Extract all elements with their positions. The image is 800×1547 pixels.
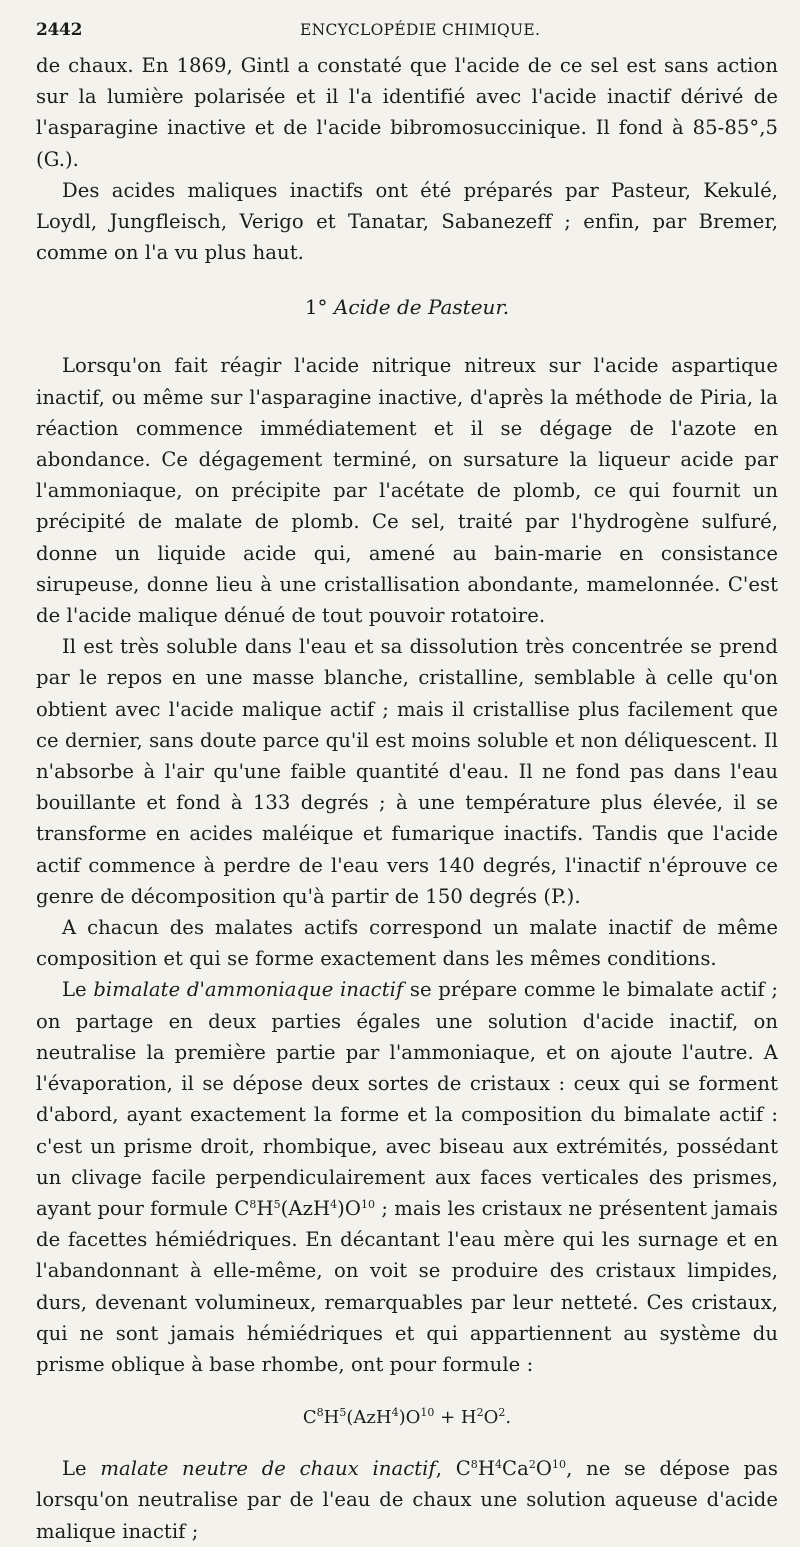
section-title [36,292,778,323]
paragraph-1: de chaux. En 1869, Gintl a constaté que l'acide de ce sel est sans action sur la lumière polarisée et il l'a identifié avec l'acide inactif dérivé de l'asparagine inactive et de l'acide bibromosuccinique. Il fond à 85-85°,5 (G.). [36,54,778,171]
p7-start: Le [62,1457,87,1481]
p6-sup-1: 8 [249,1197,257,1211]
p6-sup-3: 4 [330,1197,338,1211]
chemical-formula [36,1402,778,1433]
p6-sup-2: 5 [273,1197,281,1211]
section-number: 1° [304,295,328,320]
p6-start: Le [62,978,87,1002]
p6-f6: )O [337,1196,361,1220]
p7-sup-2: 4 [494,1458,503,1472]
paragraph-3: Lorsqu'on fait réagir l'acide nitrique nitreux sur l'acide aspartique inactif, ou même sur l'asparagine inactive, d'après la méthode de Piria, la réaction commence immédiatement et il se dégage de l'azote en abondance. Ce dégagement terminé, on sursature la liqueur acide par l'ammoniaque, on précipite par l'acétate de plomb, ce qui fournit un précipité de malate de plomb. Ce sel, traité par l'hydrogène sulfuré, donne un liquide acide qui, amené au bain-marie en consistance sirupeuse, donne lieu à une cristallisation abondante, mamelonnée. C'est de l'acide malique dénué de tout pouvoir rotatoire. [36,354,778,628]
p7-f6: O [535,1457,552,1481]
formula-c-sup: 8 [316,1406,324,1420]
formula-h2-sup: 2 [476,1406,484,1420]
formula-h-sup: 5 [339,1406,347,1420]
p7-sup-4: 10 [552,1458,567,1472]
p7-f0: , C [435,1457,471,1481]
formula-o: )O [398,1407,421,1429]
paragraph-7 [36,1453,778,1547]
p6-f4: (AzH [280,1196,331,1220]
p7-sup-1: 8 [470,1458,478,1472]
formula-end: . [505,1407,512,1429]
p7-sup-3: 2 [528,1458,536,1472]
formula-azh: (AzH [346,1407,392,1429]
formula-c: C [302,1407,317,1429]
running-head: ENCYCLOPÉDIE CHIMIQUE. [300,21,541,39]
p7-text-b: , ne se dépose pas lorsqu'on neutralise par de l'eau de chaux une solution aqueuse d'acide malique inactif ; [36,1457,778,1543]
paragraph-6 [36,974,778,1380]
section-title-text: Acide de Pasteur. [333,295,510,320]
paragraph-2: Des acides maliques inactifs ont été préparés par Pasteur, Kekulé, Loydl, Jungfleisch, Verigo et Tanatar, Sabanezeff ; enfin, par Bremer, comme on l'a vu plus haut. [36,178,778,265]
paragraph-4: Il est très soluble dans l'eau et sa dissolution très concentrée se prend par le repos en une masse blanche, cristalline, semblable à celle qu'on obtient avec l'acide malique actif ; mais il cristallise plus facilement que ce dernier, sans doute parce qu'il est moins soluble et non déliquescent. Il n'absorbe à l'air qu'une faible quantité d'eau. Il ne fond pas dans l'eau bouillante et fond à 133 degrés ; à une température plus élevée, il se transforme en acides maléique et fumarique inactifs. Tandis que l'acide actif commence à perdre de l'eau vers 140 degrés, l'inactif n'éprouve ce genre de décomposition qu'à partir de 150 degrés (P.). [36,635,778,908]
p6-f2: H [256,1196,274,1220]
page-number: 2442 [36,20,83,40]
formula-h: H [323,1407,340,1429]
p7-f4: Ca [502,1457,529,1481]
p6-term: bimalate d'ammoniaque inactif [93,978,404,1002]
page-header [36,20,778,48]
formula-o2: O [483,1407,499,1429]
p6-text-b: ; mais les cristaux ne présentent jamais de facettes hémiédriques. En décantant l'eau mère qui les surnage et en l'abandonnant à elle-même, on voit se produire des cristaux limpides, durs, devenant volumineux, remarquables par leur netteté. Ces cristaux, qui ne sont jamais hémiédriques et qui appartiennent au système du prisme oblique à base rhombe, ont pour formule : [36,1196,778,1376]
p7-f2: H [477,1457,495,1481]
formula-azh-sup: 4 [391,1406,399,1420]
formula-o-sup: 10 [420,1406,435,1420]
p6-sup-4: 10 [360,1197,376,1211]
p7-term: malate neutre de chaux inactif [100,1457,436,1481]
p6-text-a: se prépare comme le bimalate actif ; on partage en deux parties égales une solution d'acide inactif, on neutralise la première partie par l'ammoniaque, et on ajoute l'autre. A l'évaporation, il se dépose deux sortes de cristaux : ceux qui se forment d'abord, ayant exactement la forme et la composition du bimalate actif : c'est un prisme droit, rhombique, avec biseau aux extrémités, possédant un clivage facile perpendiculairement aux faces verticales des prismes, ayant pour formule C [36,978,778,1220]
formula-plus-h: + H [434,1407,477,1429]
formula-o2-sup: 2 [498,1406,506,1420]
paragraph-5: A chacun des malates actifs correspond un malate inactif de même composition et qui se forme exactement dans les mêmes conditions. [36,916,778,971]
